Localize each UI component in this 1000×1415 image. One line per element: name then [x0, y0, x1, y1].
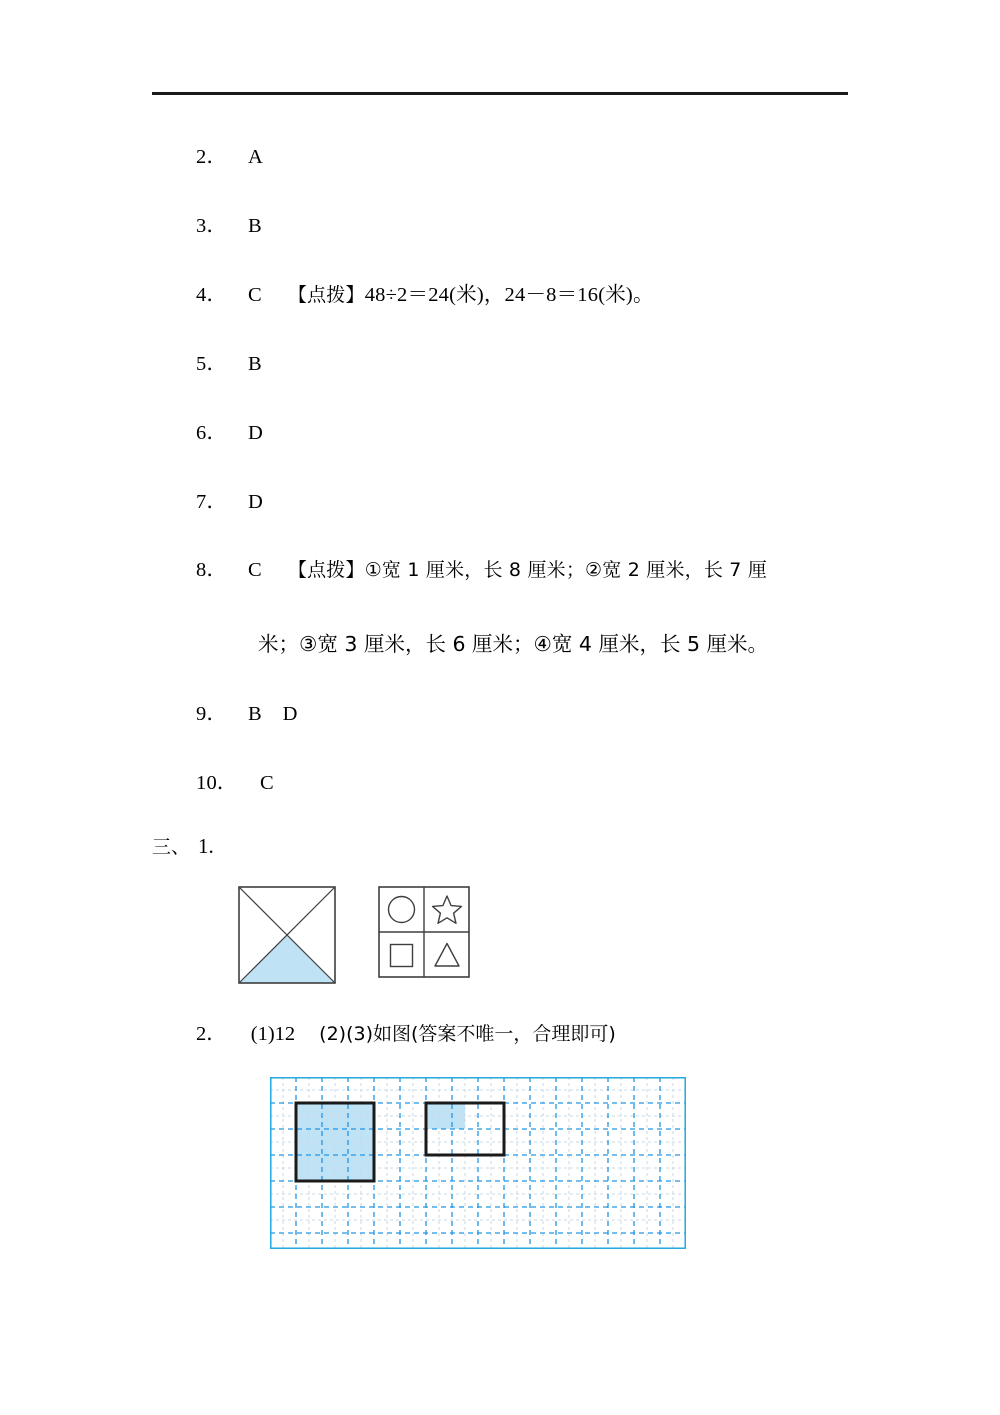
answer-item-2	[196, 143, 263, 171]
answer-number: 8．	[196, 559, 228, 581]
answer-number: 4．	[196, 284, 228, 306]
answer-item-5	[196, 350, 262, 378]
answer-number: 5．	[196, 353, 228, 375]
answer-item-9	[196, 700, 298, 728]
answer-number: 3．	[196, 215, 228, 237]
answer-item-8	[196, 556, 767, 584]
section-label: 三、	[152, 836, 191, 858]
section-three-heading	[152, 832, 214, 859]
square-icon	[391, 945, 413, 967]
hint-text: ①宽 1 厘米，长 8 厘米；②宽 2 厘米，长 7 厘	[364, 559, 768, 581]
answer-choice: A	[248, 146, 264, 168]
item-2-text-b: (2)(3)如图(答案不唯一，合理即可)	[319, 1023, 616, 1045]
answer-choice: B	[248, 215, 262, 237]
grid-figure	[270, 1077, 686, 1249]
answer-number: 6．	[196, 422, 228, 444]
answer-choice: C	[248, 559, 262, 581]
answer-item-6	[196, 419, 263, 447]
hint-prefix: 【点拨】	[287, 559, 365, 581]
answer-item-3	[196, 212, 262, 240]
star-icon	[433, 896, 462, 923]
answer-number: 7．	[196, 491, 228, 513]
answer-number: 2．	[196, 146, 228, 168]
header-rule	[152, 92, 848, 95]
hint-prefix: 【点拨】	[287, 284, 365, 306]
answer-item-10	[196, 769, 274, 797]
answer-choice: C	[260, 772, 274, 794]
answer-choice: B	[248, 353, 262, 375]
answer-item-4	[196, 281, 654, 309]
triangle-icon	[435, 944, 459, 967]
answer-choice: B D	[248, 703, 298, 725]
circle-icon	[389, 897, 415, 923]
item-2-line	[196, 1016, 616, 1046]
item-2-text-a: (1)12	[250, 1023, 296, 1045]
answer-item-7	[196, 488, 263, 516]
square-with-diagonals-svg	[238, 886, 336, 984]
square-with-diagonals-figure	[238, 886, 336, 984]
answer-choice: D	[248, 491, 264, 513]
answer-number: 9．	[196, 703, 228, 725]
answer-item-8-continuation: 米；③宽 3 厘米，长 6 厘米；④宽 4 厘米，长 5 厘米。	[258, 632, 769, 656]
item-2-number: 2．	[196, 1023, 227, 1045]
hint-text: 48÷2＝24(米)，24－8＝16(米)。	[364, 284, 654, 306]
four-shapes-figure	[378, 886, 470, 978]
shaded-bottom-triangle	[239, 935, 335, 983]
four-shapes-svg	[378, 886, 470, 978]
grid-figure-svg	[270, 1077, 686, 1249]
answer-number: 10．	[196, 772, 238, 794]
answer-choice: D	[248, 422, 264, 444]
answer-choice: C	[248, 284, 262, 306]
section-item-number: 1.	[198, 834, 214, 858]
